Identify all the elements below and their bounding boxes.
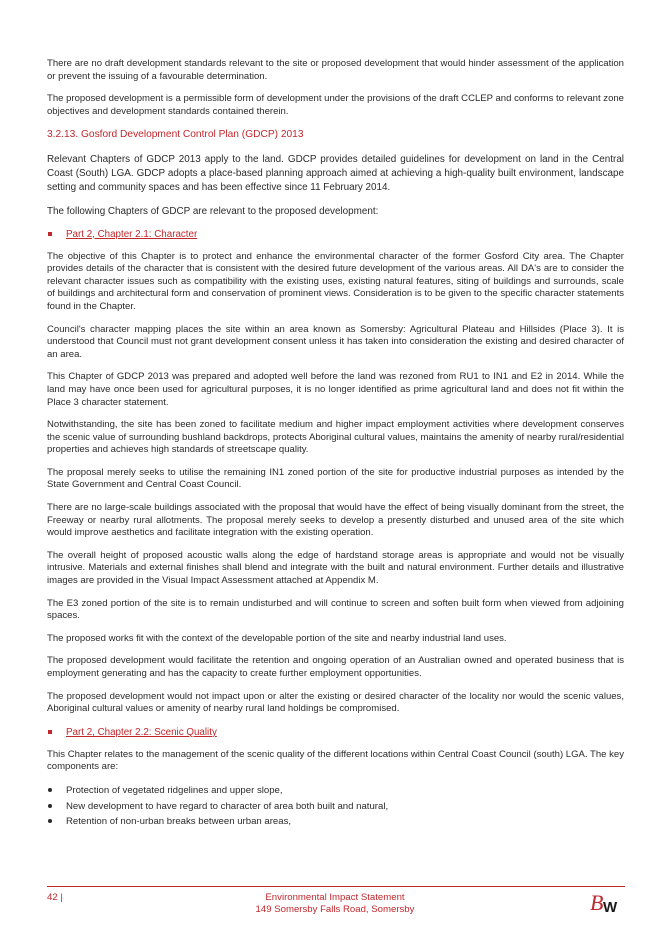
document-body: [47, 58, 624, 831]
square-bullet-icon: [48, 730, 52, 734]
paragraph: The proposed development would not impact upon or alter the existing or desired character of the locality nor would the scenic values, Aboriginal cultural values or amenity of nearby rural land holdings be compromised.: [47, 690, 624, 715]
paragraph: This Chapter of GDCP 2013 was prepared and adopted well before the land was rezoned from RU1 to IN1 and E2 in 2014. While the land may have once been used for agricultural purposes, it is no longer identified as prime agricultural land and does not fit within the Place 3 character statement.: [47, 371, 624, 408]
chapter-list-item: [47, 726, 624, 739]
paragraph: Council's character mapping places the site within an area known as Somersby: Agricultural Plateau and Hillsides (Place 3). It is understood that Council must not grant development consent unless it has taken into consideration the existing and desired character of an area.: [47, 323, 624, 360]
bullet-icon: [48, 804, 52, 808]
chapter-link-character[interactable]: Part 2, Chapter 2.1: Character: [66, 228, 198, 240]
bullet-icon: [48, 819, 52, 823]
footer-divider: [47, 886, 625, 887]
paragraph: The proposed works fit with the context of the developable portion of the site and nearby industrial land uses.: [47, 632, 507, 644]
paragraph: The proposal merely seeks to utilise the remaining IN1 zoned portion of the site for productive industrial purposes as intended by the State Government and Central Coast Council.: [47, 466, 624, 491]
page-number: 42 |: [47, 892, 63, 903]
logo-letter-b: B: [590, 890, 604, 915]
bw-logo-icon: [588, 890, 626, 916]
paragraph: The objective of this Chapter is to protect and enhance the environmental character of the former Gosford City area. The Chapter provides details of the character that is consistent with the desired future development of the various areas. All DA's are to consider the relevant character issues such as compatibility with the existing uses, existing natural features, siting of buildings and surrounds, scale of buildings and architectural form and conservation of prominent views. Consideration is to be given to the specific character statements found in the Chapter.: [47, 250, 624, 312]
chapter-link-scenic-quality[interactable]: Part 2, Chapter 2.2: Scenic Quality: [66, 726, 217, 738]
list-item: New development to have regard to character of area both built and natural,: [47, 800, 624, 813]
paragraph: Notwithstanding, the site has been zoned to facilitate medium and higher impact employment activities where development conserves the scenic value of surrounding bushland backdrops, protects Aboriginal cultural values, maintains the amenity of nearby rural/residential properties and achieves high standards of streetscape quality.: [47, 419, 624, 456]
paragraph: The proposed development is a permissible form of development under the provisions of the draft CCLEP and conforms to relevant zone objectives and development standards contained therein.: [47, 93, 624, 117]
list-item: Retention of non-urban breaks between urban areas,: [47, 815, 624, 828]
footer-title-line: Environmental Impact Statement: [265, 892, 405, 903]
footer-subtitle-line: 149 Somersby Falls Road, Somersby: [255, 904, 415, 915]
paragraph: There are no large-scale buildings associated with the proposal that would have the effect of being visually dominant from the street, the Freeway or nearby rural allotments. The proposal merely seeks to develop a presently disturbed and unused area of the site which would improve aesthetics and facilitate integration with the existing operation.: [47, 502, 624, 539]
chapter-list-item: [47, 228, 624, 241]
logo-letter-w: W: [603, 899, 618, 916]
paragraph: The E3 zoned portion of the site is to remain undisturbed and will continue to screen and soften built form when viewed from adjoining spaces.: [47, 597, 624, 622]
paragraph: This Chapter relates to the management of the scenic quality of the different locations within Central Coast Council (south) LGA. The key components are:: [47, 748, 625, 773]
square-bullet-icon: [48, 232, 52, 236]
section-heading: 3.2.13. Gosford Development Control Plan (GDCP) 2013: [47, 129, 304, 141]
paragraph: Relevant Chapters of GDCP 2013 apply to the land. GDCP provides detailed guidelines for development on land in the Central Coast (South) LGA. GDCP adopts a place-based planning approach aimed at achieving a high-quality built environment, landscape setting and community spaces and has been effective since 11 February 2014.: [47, 154, 624, 193]
list-item: Protection of vegetated ridgelines and upper slope,: [47, 784, 624, 797]
paragraph: The following Chapters of GDCP are relevant to the proposed development:: [47, 205, 379, 217]
paragraph: The proposed development would facilitate the retention and ongoing operation of an Australian owned and operated business that is employment generating and has the capacity to create further employment opportunities.: [47, 655, 624, 679]
paragraph: The overall height of proposed acoustic walls along the edge of hardstand storage areas is appropriate and would not be visually intrusive. Materials and external finishes shall blend and integrate with the built and natural environment. Further details and illustrative images are provided in the Visual Impact Assessment attached at Appendix M.: [47, 549, 624, 587]
bullet-icon: [48, 788, 52, 792]
paragraph: There are no draft development standards relevant to the site or proposed development that would hinder assessment of the application or prevent the issuing of a favourable determination.: [47, 58, 624, 82]
footer-title: [0, 892, 670, 916]
key-components-list: [47, 784, 624, 828]
